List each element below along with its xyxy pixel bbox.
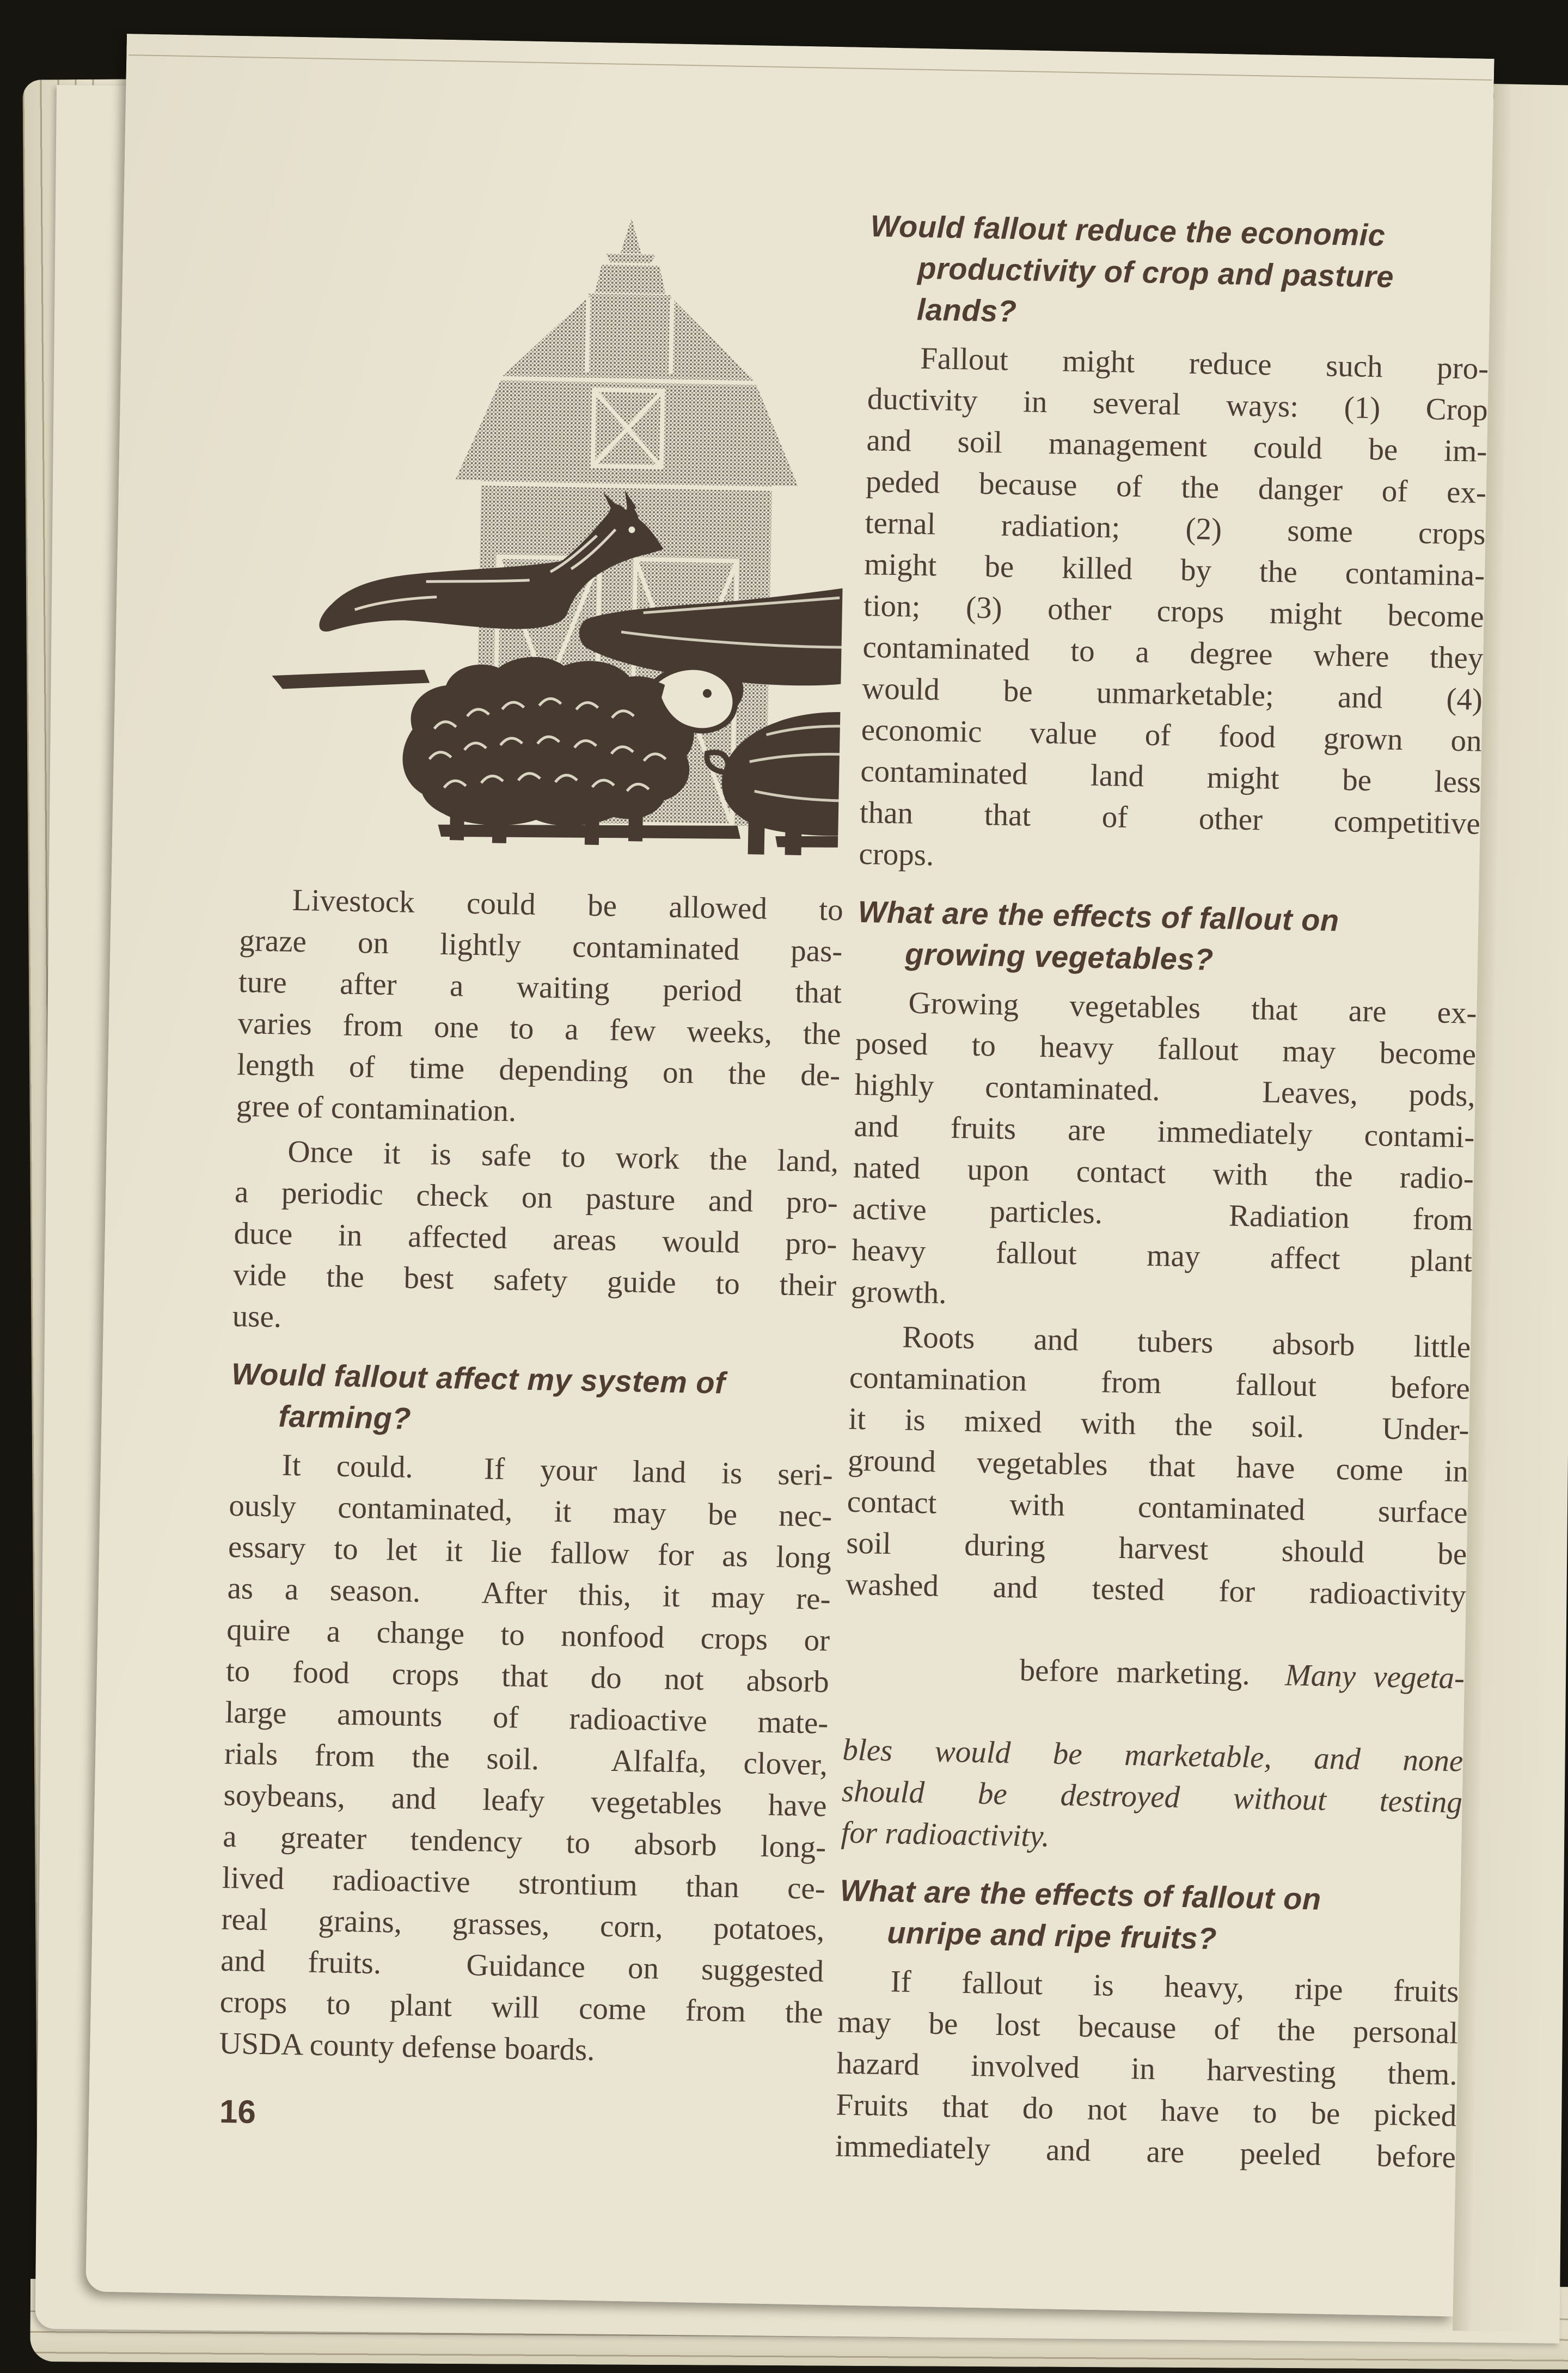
text-line: would be unmarketable; and (4) [861, 671, 1483, 717]
text-line: immediately and are peeled before [835, 2129, 1456, 2175]
text-line: for radioactivity. [841, 1815, 1050, 1854]
paragraph-fallow-land [219, 1444, 834, 2075]
text-line: Growing vegetables that are ex- [908, 985, 1478, 1031]
paragraph-periodic-check [232, 1130, 839, 1348]
text-line: contamination from fallout before [849, 1360, 1471, 1406]
question-growing-vegetables [857, 891, 1479, 985]
text-line: Fallout might reduce such pro- [920, 341, 1489, 386]
page-number: 16 [219, 2093, 256, 2130]
mixed-roman-italic-line [843, 1605, 1466, 1741]
text-line: tion; (3) other crops might become [863, 588, 1485, 634]
text-line: gree of contamination. [236, 1089, 517, 1129]
text-line: USDA county defense boards. [218, 2026, 596, 2068]
text-line: a periodic check on pasture and pro- [234, 1174, 838, 1221]
text-line: varies from one to a few weeks, the [237, 1006, 842, 1052]
text-line: It could. If your land is seri- [281, 1448, 834, 1493]
text-line: posed to heavy fallout may become [855, 1026, 1477, 1072]
text-line: growing vegetables? [904, 936, 1214, 977]
paragraph-productivity-ways [859, 337, 1489, 886]
text-line: Once it is safe to work the land, [287, 1134, 839, 1179]
text-line: quire a change to nonfood crops or [226, 1612, 830, 1658]
text-line: lived radioactive strontium than ce- [222, 1860, 826, 1906]
text-line: What are the effects of fallout on [857, 894, 1340, 938]
text-line: and soil management could be im- [866, 423, 1487, 469]
text-line: ground vegetables that have come in [847, 1443, 1469, 1489]
text-line: length of time depending on the de- [236, 1047, 841, 1093]
text-line: duce in affected areas would pro- [234, 1216, 838, 1262]
text-line: hazard involved in harvesting them. [836, 2046, 1458, 2092]
text-line: and fruits. Guidance on suggested [220, 1943, 824, 1989]
text-line: Livestock could be allowed to [292, 882, 844, 928]
paragraph-roots-tubers-roman [845, 1316, 1471, 1617]
text-line: peded because of the danger of ex- [865, 464, 1487, 510]
question-unripe-ripe-fruits [839, 1870, 1461, 1964]
text-line: Would fallout reduce the economic [870, 209, 1386, 253]
text-line: large amounts of radioactive mate- [224, 1695, 829, 1741]
text-line: might be killed by the contamina- [863, 547, 1485, 593]
text-line: crops. [859, 836, 934, 873]
text-line: essary to let it lie fallow for as long [228, 1529, 832, 1575]
text-line: lands? [916, 292, 1017, 329]
text-line: ture after a waiting period that [238, 965, 842, 1010]
text-line: vide the best safety guide to their [232, 1257, 837, 1303]
paragraph-ripe-fruits [835, 1960, 1459, 2179]
text-line: productivity of crop and pasture [917, 250, 1394, 294]
text-line: nated upon contact with the radio- [853, 1150, 1474, 1196]
text-line: Would fallout affect my system of [231, 1356, 726, 1400]
question-economic-productivity [868, 205, 1491, 341]
text-line: ternal radiation; (2) some crops [865, 506, 1486, 551]
mixed-line-italic: Many vegeta- [1284, 1658, 1465, 1696]
barn-livestock-illustration [258, 203, 850, 859]
text-line: than that of other competitive [859, 795, 1481, 841]
text-line: economic value of food grown on [861, 712, 1483, 758]
paragraph-roots-tubers [841, 1316, 1471, 1865]
right-column [835, 205, 1491, 2181]
text-line: rials from the soil. Alfalfa, clover, [224, 1736, 828, 1782]
text-line: use. [232, 1298, 282, 1334]
text-line: contact with contaminated surface [847, 1484, 1468, 1530]
text-line: Fruits that do not have to be picked [835, 2087, 1457, 2133]
text-line: soybeans, and leafy vegetables have [223, 1777, 828, 1824]
text-line: ously contaminated, it may be nec- [228, 1488, 832, 1534]
text-line: farming? [278, 1399, 412, 1436]
paragraph-livestock-grazing [236, 879, 843, 1138]
text-line: contaminated to a degree where they [862, 629, 1484, 676]
text-line: growth. [850, 1274, 947, 1310]
text-line: it is mixed with the soil. Under- [848, 1401, 1469, 1448]
text-line: real grains, grasses, corn, potatoes, [220, 1902, 825, 1948]
text-line: as a season. After this, it may re- [227, 1571, 831, 1617]
text-line: washed and tested for radioactivity [845, 1567, 1467, 1613]
mixed-line-roman: before marketing. [1019, 1653, 1285, 1693]
text-line: contaminated land might be less [860, 753, 1481, 800]
paragraph-roots-tubers-italic [841, 1730, 1463, 1865]
text-line: Roots and tubers absorb little [902, 1320, 1471, 1365]
left-column [219, 879, 844, 2078]
text-line: heavy fallout may affect plant [851, 1233, 1473, 1279]
text-line: What are the effects of fallout on [840, 1873, 1322, 1916]
text-line: a greater tendency to absorb long- [222, 1819, 826, 1865]
question-fallout-affect-farming [230, 1353, 835, 1447]
text-line: highly contaminated. Leaves, pods, [854, 1067, 1476, 1113]
text-line: should be destroyed without testing [841, 1774, 1463, 1820]
booklet-page-16 [85, 34, 1568, 2325]
text-line: may be lost because of the personal [837, 2004, 1459, 2051]
text-line: unripe and ripe fruits? [886, 1915, 1217, 1956]
text-line: active particles. Radiation from [852, 1191, 1474, 1237]
paragraph-growing-vegetables [850, 982, 1477, 1324]
text-line: graze on lightly contaminated pas- [238, 923, 843, 969]
text-line: to food crops that do not absorb [225, 1653, 830, 1700]
text-line: If fallout is heavy, ripe fruits [890, 1964, 1460, 2009]
text-line: bles would be marketable, and none [842, 1732, 1463, 1779]
text-line: and fruits are immediately contami- [853, 1108, 1475, 1155]
text-line: ductivity in several ways: (1) Crop [867, 382, 1489, 427]
text-line: crops to plant will come from the [219, 1984, 824, 2031]
text-line: soil during harvest should be [846, 1525, 1467, 1572]
